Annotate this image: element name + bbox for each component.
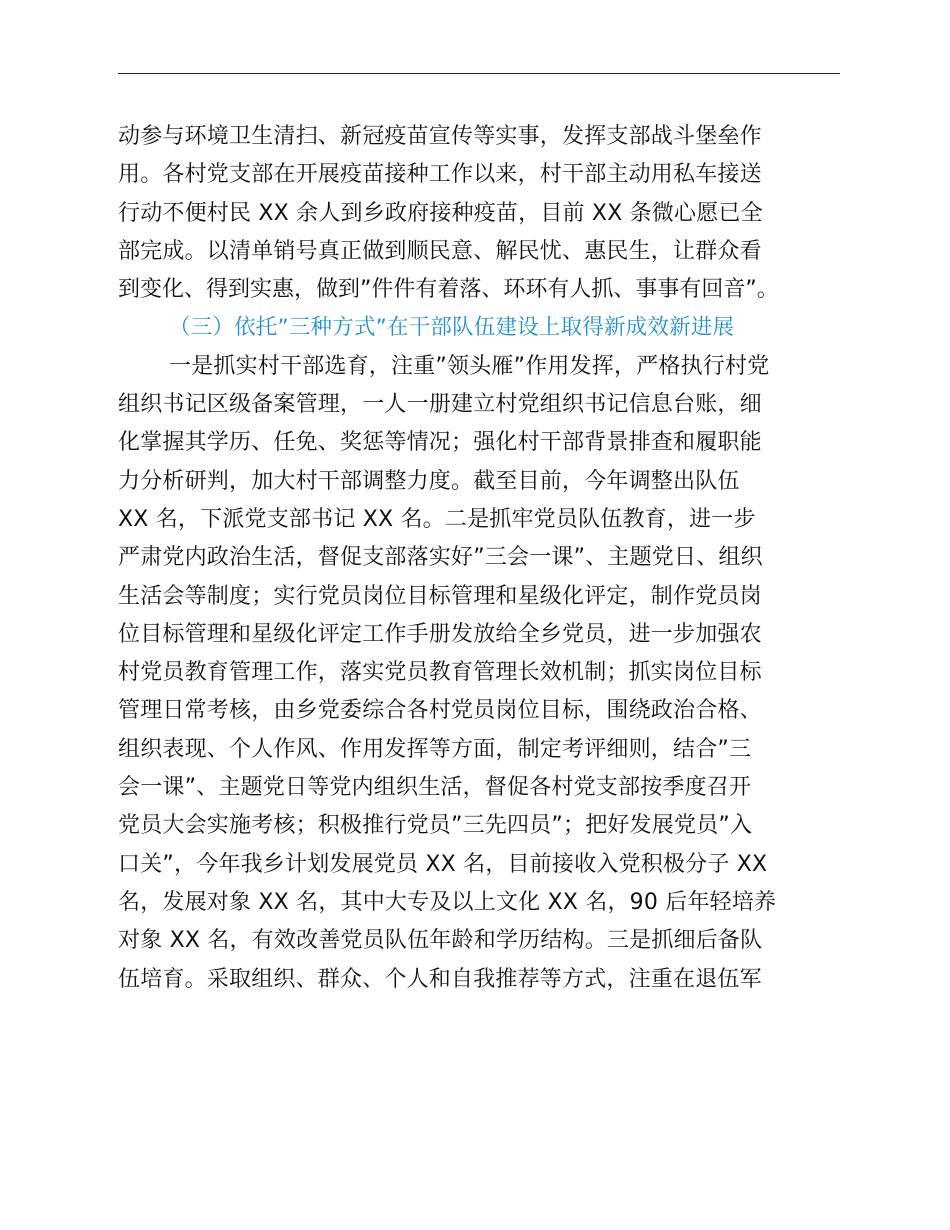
text-line: 位目标管理和星级化评定工作手册发放给全乡党员，进一步加强农 bbox=[118, 621, 762, 647]
text-line: 名，发展对象 XX 名，其中大专及以上文化 XX 名，90 后年轻培养 bbox=[118, 889, 777, 915]
text-line: 严肃党内政治生活，督促支部落实好”三会一课”、主题党日、组织 bbox=[118, 545, 763, 571]
text-line: 组织书记区级备案管理，一人一册建立村党组织书记信息台账，细 bbox=[118, 392, 762, 418]
text-line: 会一课”、主题党日等党内组织生活，督促各村党支部按季度召开 bbox=[118, 775, 752, 801]
document-body bbox=[118, 118, 843, 999]
text-line: 对象 XX 名，有效改善党员队伍年龄和学历结构。三是抓细后备队 bbox=[118, 928, 763, 954]
header-rule bbox=[118, 73, 840, 74]
text-line: 生活会等制度；实行党员岗位目标管理和星级化评定，制作党员岗 bbox=[118, 583, 762, 609]
text-line: 用。各村党支部在开展疫苗接种工作以来，村干部主动用私车接送 bbox=[118, 162, 762, 188]
text-line: XX 名，下派党支部书记 XX 名。二是抓牢党员队伍教育，进一步 bbox=[118, 506, 756, 532]
text-line: 动参与环境卫生清扫、新冠疫苗宣传等实事，发挥支部战斗堡垒作 bbox=[118, 124, 762, 149]
paragraph-first-line: 一是抓实村干部选育，注重”领头雁”作用发挥，严格执行村党 bbox=[169, 353, 770, 379]
text-line: 管理日常考核，由乡党委综合各村党员岗位目标，围绕政治合格、 bbox=[118, 698, 762, 724]
text-line: 党员大会实施考核；积极推行党员”三先四员”；把好发展党员”入 bbox=[118, 813, 753, 839]
text-line: 到变化、得到实惠，做到”件件有着落、环环有人抓、事事有回音”。 bbox=[118, 277, 779, 303]
text-line: 村党员教育管理工作，落实党员教育管理长效机制；抓实岗位目标 bbox=[118, 660, 762, 686]
text-line: 力分析研判，加大村干部调整力度。截至目前，今年调整出队伍 bbox=[118, 468, 740, 494]
text-line: 行动不便村民 XX 余人到乡政府接种疫苗，目前 XX 条微心愿已全 bbox=[118, 200, 763, 226]
text-line: 部完成。以清单销号真正做到顺民意、解民忧、惠民生，让群众看 bbox=[118, 238, 762, 264]
text-line: 伍培育。采取组织、群众、个人和自我推荐等方式，注重在退伍军 bbox=[118, 966, 762, 992]
text-line: 口关”，今年我乡计划发展党员 XX 名，目前接收入党积极分子 XX bbox=[118, 851, 768, 877]
text-line: 化掌握其学历、任免、奖惩等情况；强化村干部背景排查和履职能 bbox=[118, 430, 762, 456]
section-heading: （三）依托”三种方式”在干部队伍建设上取得新成效新进展 bbox=[169, 315, 735, 341]
text-line: 组织表现、个人作风、作用发挥等方面，制定考评细则，结合”三 bbox=[118, 736, 752, 762]
